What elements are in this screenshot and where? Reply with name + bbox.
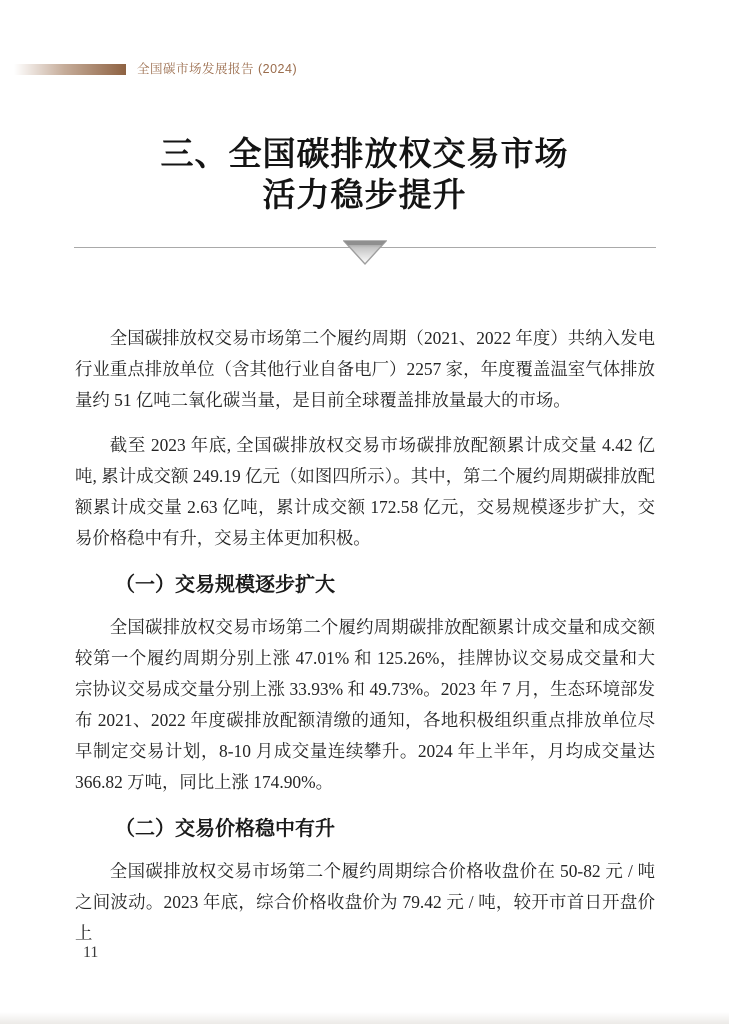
title-divider: [74, 240, 656, 266]
page-bottom-edge: [0, 1012, 729, 1024]
paragraph-market-overview: 全国碳排放权交易市场第二个履约周期（2021、2022 年度）共纳入发电行业重点排放单位（含其他行业自备电厂）2257 家，年度覆盖温室气体排放量约 51 亿吨二氧化碳当量，是目前全球覆盖排放量最大的市场。: [75, 328, 655, 410]
subheading-trading-price: （二）交易价格稳中有升: [115, 818, 335, 840]
paragraph-cumulative-trading: 截至 2023 年底, 全国碳排放权交易市场碳排放配额累计成交量 4.42 亿吨, 累计成交额 249.19 亿元（如图四所示）。其中，第二个履约周期碳排放配额累计成交量 2.63 亿吨，累计成交额 172.58 亿元，交易规模逐步扩大，交易价格稳中有升，交易主体更加积极。: [75, 435, 655, 548]
paragraph-trading-scale: 全国碳排放权交易市场第二个履约周期碳排放配额累计成交量和成交额较第一个履约周期分别上涨 47.01% 和 125.26%，挂牌协议交易成交量和大宗协议交易成交量分别上涨 33.93% 和 49.73%。2023 年 7 月，生态环境部发布 2021、2022 年度碳排放配额清缴的通知，各地积极组织重点排放单位尽早制定交易计划，8-10 月成交量连续攀升。2024 年上半年，月均成交量达 366.82 万吨，同比上涨 174.90%。: [75, 617, 655, 792]
section-title: [0, 0, 729, 217]
section-title-line2: 活力稳步提升: [262, 178, 467, 214]
paragraph-trading-price: 全国碳排放权交易市场第二个履约周期综合价格收盘价在 50-82 元 / 吨之间波动。2023 年底，综合价格收盘价为 79.42 元 / 吨，较开市首日开盘价上: [75, 861, 655, 943]
page-header: [0, 62, 729, 76]
report-title: 全国碳市场发展报告 (2024): [137, 62, 298, 76]
section-title-line1: 三、全国碳排放权交易市场: [160, 137, 569, 173]
triangle-down-icon: [343, 240, 387, 266]
page-number: 11: [83, 944, 99, 961]
subheading-trading-scale: （一）交易规模逐步扩大: [115, 574, 335, 596]
page-content: [75, 323, 655, 949]
header-gradient-bar: [14, 64, 126, 75]
